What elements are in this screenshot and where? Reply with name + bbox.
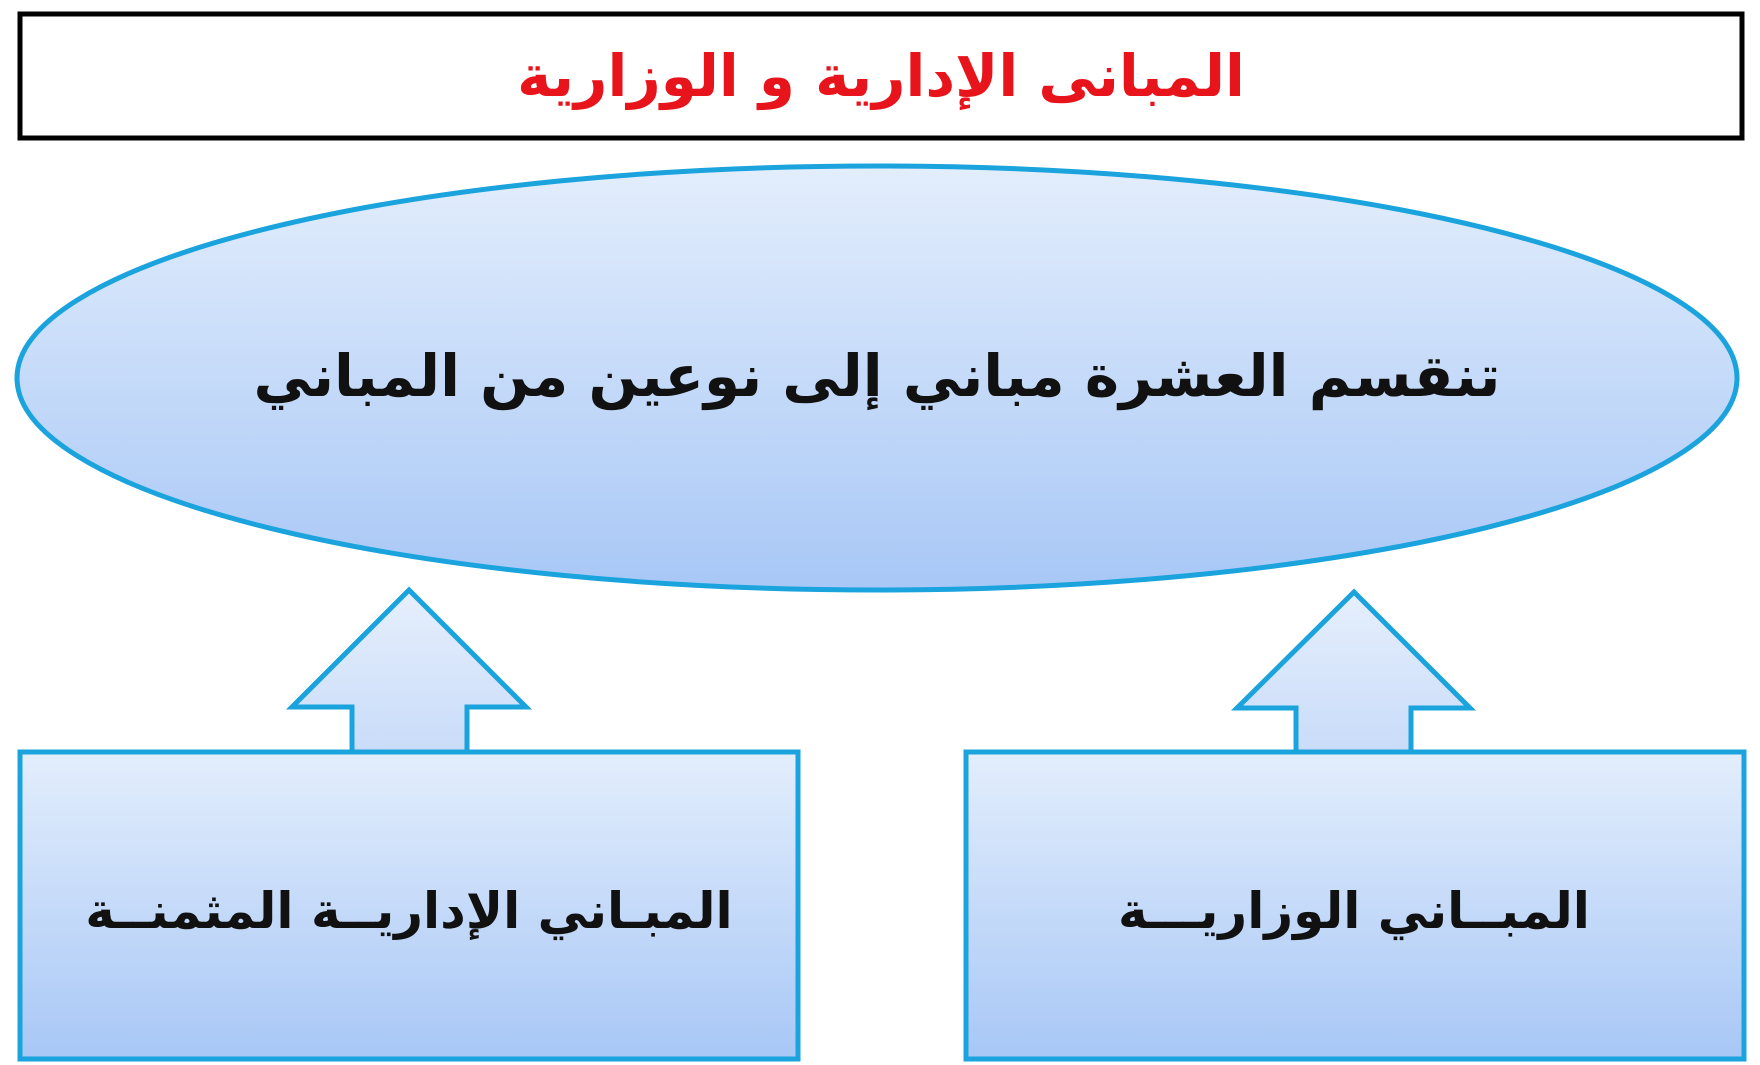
left-branch [20,590,798,1059]
title-text: المبانى الإدارية و الوزارية [517,42,1245,110]
right-branch [966,592,1744,1059]
right-box-text: المبــاني الوزاريـــة [1118,882,1590,940]
main-node [17,166,1737,590]
main-node-text: تنقسم العشرة مباني إلى نوعين من المباني [253,342,1501,410]
left-box-text: المبـاني الإداريــة المثمنــة [85,882,733,940]
right-up-arrow [1237,592,1470,752]
left-up-arrow [292,590,526,752]
title-box [20,14,1742,138]
